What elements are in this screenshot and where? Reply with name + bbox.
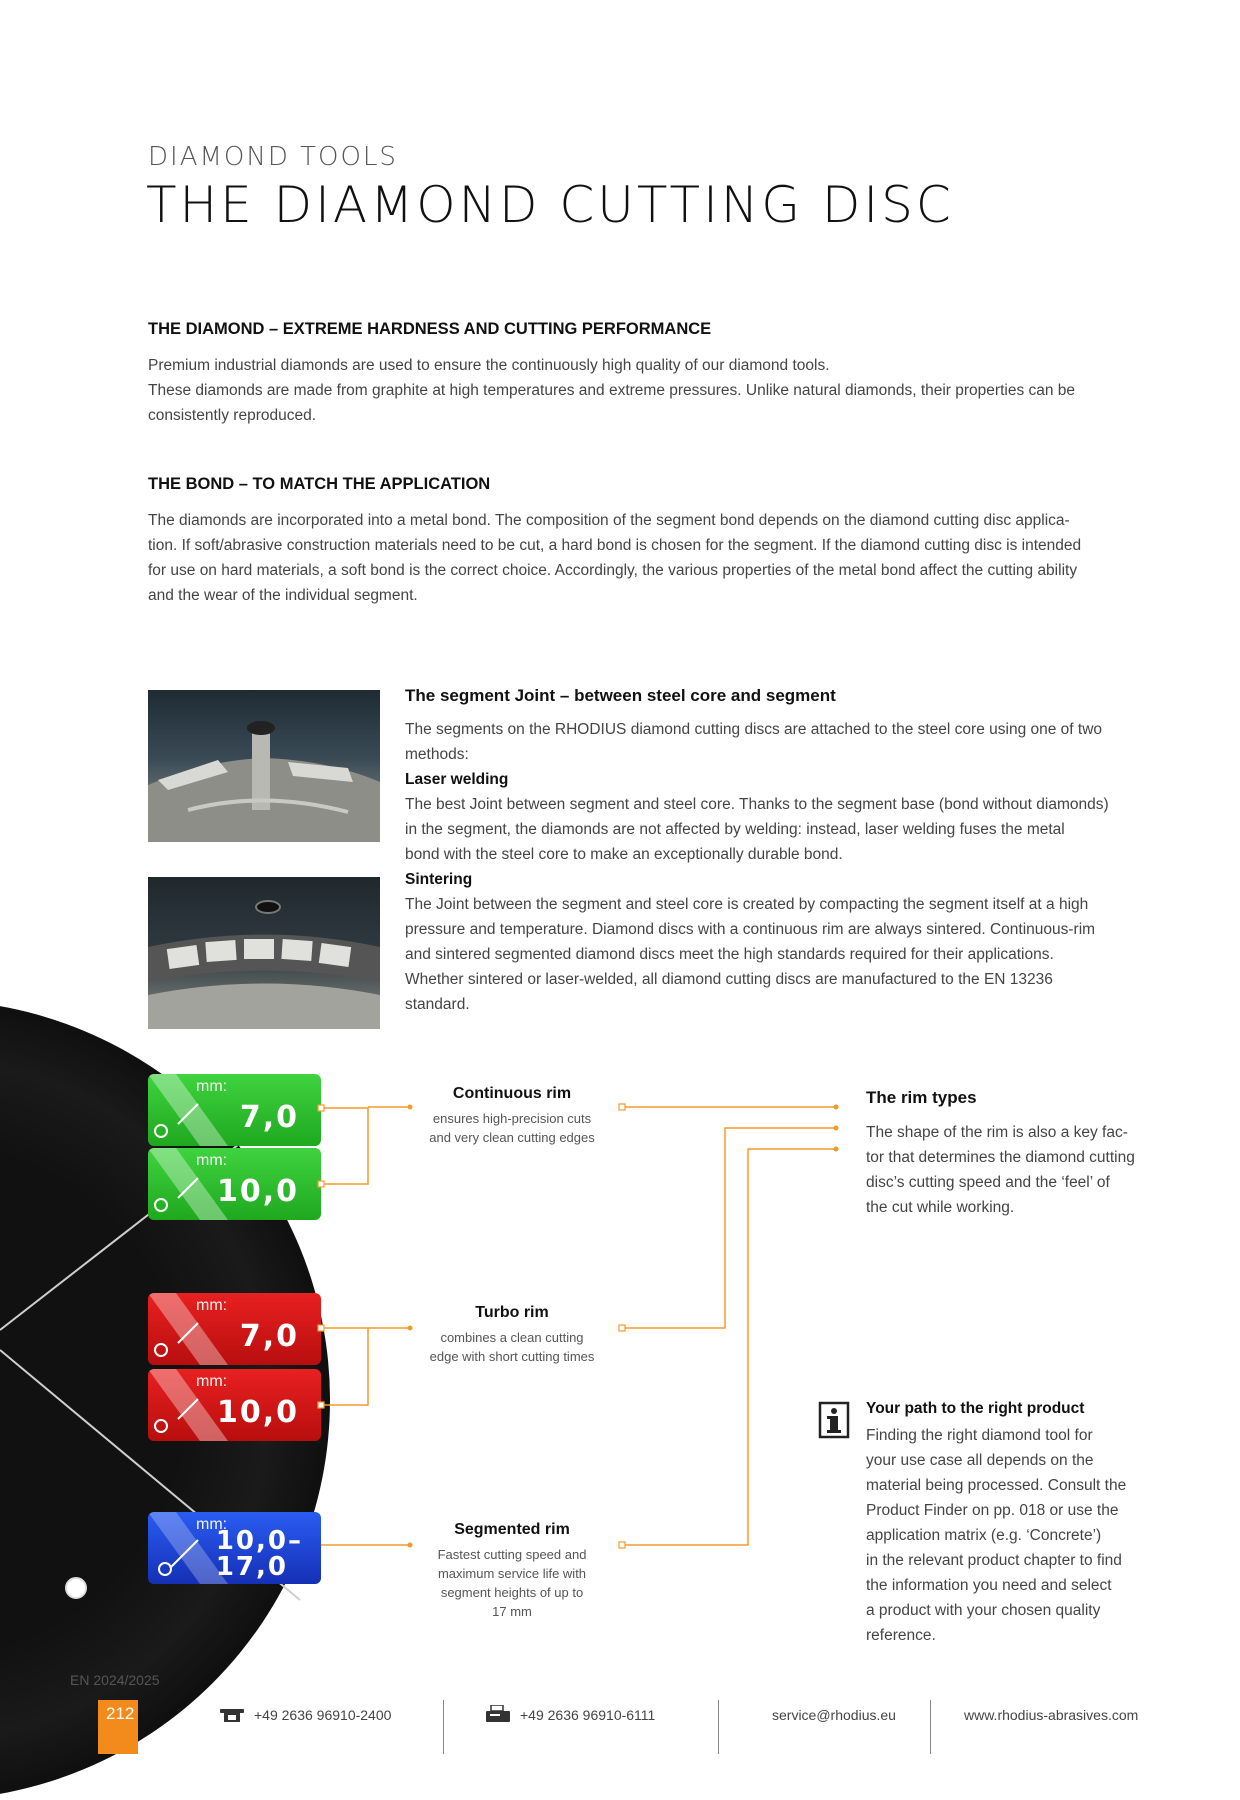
laser-welding-title: Laser welding bbox=[405, 771, 509, 788]
text-line: The segments on the RHODIUS diamond cutting discs are attached to the steel core using one of two bbox=[405, 721, 1103, 738]
rim-title: Turbo rim bbox=[475, 1304, 549, 1321]
badge-value-line: 10,0– bbox=[215, 1526, 303, 1556]
rim-title: Segmented rim bbox=[454, 1521, 570, 1538]
badge-unit: mm: bbox=[196, 1373, 228, 1390]
rim-continuous bbox=[412, 1085, 612, 1147]
text-line: in the segment, the diamonds are not affected by welding: instead, laser welding fuses the metal bbox=[405, 821, 1065, 838]
text-line: Finding the right diamond tool for bbox=[866, 1427, 1093, 1444]
text-line: in the relevant product chapter to find bbox=[866, 1552, 1122, 1569]
text-line: material being processed. Consult the bbox=[866, 1477, 1127, 1494]
rim-title: Continuous rim bbox=[452, 1085, 572, 1102]
info-heading: Your path to the right product bbox=[866, 1400, 1085, 1417]
divider bbox=[443, 1700, 444, 1754]
phone-icon bbox=[220, 1707, 244, 1728]
text-line: tor that determines the diamond cutting bbox=[866, 1149, 1135, 1166]
text-line: combines a clean cutting bbox=[440, 1330, 584, 1345]
section-kicker: DIAMOND TOOLS bbox=[148, 142, 398, 172]
text-line: and very clean cutting edges bbox=[429, 1130, 595, 1145]
bond-heading: THE BOND – TO MATCH THE APPLICATION bbox=[148, 475, 491, 493]
page-number-box bbox=[98, 1700, 138, 1754]
badge-value: 10,0 bbox=[216, 1174, 299, 1209]
text-line: Fastest cutting speed and bbox=[437, 1547, 587, 1562]
text-line: The shape of the rim is also a key fac- bbox=[866, 1124, 1128, 1141]
text-line: 17 mm bbox=[492, 1604, 532, 1619]
divider bbox=[718, 1700, 719, 1754]
divider bbox=[930, 1700, 931, 1754]
text-line: The Joint between the segment and steel core is created by compacting the segment itself at a high bbox=[405, 896, 1089, 913]
text-line: Premium industrial diamonds are used to ensure the continuously high quality of our diamond tools. bbox=[148, 357, 830, 374]
text-line: Whether sintered or laser-welded, all diamond cutting discs are manufactured to the EN 13236 bbox=[405, 971, 1053, 988]
badge-value-line: 17,0 bbox=[215, 1552, 288, 1582]
text-line: consistently reproduced. bbox=[148, 407, 317, 424]
page-number: 212 bbox=[106, 1704, 135, 1723]
rim-types-paragraph bbox=[866, 1120, 1166, 1220]
text-line: pressure and temperature. Diamond discs with a continuous rim are always sintered. Continuous-rim bbox=[405, 921, 1096, 938]
phone-number[interactable]: +49 2636 96910-2400 bbox=[254, 1707, 392, 1723]
text-line: Product Finder on pp. 018 or use the bbox=[866, 1502, 1119, 1519]
joint-heading: The segment Joint – between steel core and segment bbox=[405, 686, 836, 705]
badge-unit: mm: bbox=[196, 1516, 228, 1533]
text-line: These diamonds are made from graphite at high temperatures and extreme pressures. Unlike natural diamonds, their properties can be bbox=[148, 382, 1076, 399]
fax-icon bbox=[486, 1705, 510, 1728]
rim-types-heading: The rim types bbox=[866, 1088, 977, 1107]
info-icon bbox=[818, 1401, 850, 1439]
text-line: reference. bbox=[866, 1627, 936, 1644]
text-line: methods: bbox=[405, 746, 469, 763]
text-line: your use case all depends on the bbox=[866, 1452, 1094, 1469]
text-line: edge with short cutting times bbox=[429, 1349, 595, 1364]
text-line: The best Joint between segment and steel core. Thanks to the segment base (bond without diamonds) bbox=[405, 796, 1109, 813]
text-line: maximum service life with bbox=[437, 1566, 587, 1581]
page-title: THE DIAMOND CUTTING DISC bbox=[146, 176, 954, 234]
email-link[interactable]: service@rhodius.eu bbox=[772, 1707, 896, 1723]
diamond-heading: THE DIAMOND – EXTREME HARDNESS AND CUTTING PERFORMANCE bbox=[148, 320, 712, 338]
badge-unit: mm: bbox=[196, 1152, 228, 1169]
text-line: segment heights of up to bbox=[440, 1585, 584, 1600]
text-line: the information you need and select bbox=[866, 1577, 1112, 1594]
badge-unit: mm: bbox=[196, 1297, 228, 1314]
badge-value: 7,0 bbox=[239, 1100, 299, 1135]
website-link[interactable]: www.rhodius-abrasives.com bbox=[964, 1707, 1139, 1723]
text-line: and the wear of the individual segment. bbox=[148, 587, 418, 604]
info-paragraph bbox=[866, 1423, 1166, 1648]
rim-desc bbox=[412, 1328, 612, 1366]
sintering-title: Sintering bbox=[405, 871, 473, 888]
badge-value: 7,0 bbox=[239, 1319, 299, 1354]
text-line: the cut while working. bbox=[866, 1199, 1015, 1216]
text-line: standard. bbox=[405, 996, 470, 1013]
rim-desc bbox=[412, 1109, 612, 1147]
text-line: The diamonds are incorporated into a metal bond. The composition of the segment bond depends on the diamond cutting disc applica- bbox=[148, 512, 1070, 529]
rim-desc bbox=[412, 1545, 612, 1621]
text-line: disc’s cutting speed and the ‘feel’ of bbox=[866, 1174, 1110, 1191]
fax-number[interactable]: +49 2636 96910-6111 bbox=[520, 1707, 656, 1723]
edition-label: EN 2024/2025 bbox=[70, 1672, 160, 1688]
text-line: bond with the steel core to make an exceptionally durable bond. bbox=[405, 846, 843, 863]
rim-turbo bbox=[412, 1304, 612, 1366]
text-line: a product with your chosen quality bbox=[866, 1602, 1101, 1619]
text-line: application matrix (e.g. ‘Concrete’) bbox=[866, 1527, 1102, 1544]
text-line: ensures high-precision cuts bbox=[432, 1111, 592, 1126]
badge-unit: mm: bbox=[196, 1078, 228, 1095]
badge-value: 10,0 bbox=[216, 1395, 299, 1430]
text-line: tion. If soft/abrasive construction materials need to be cut, a hard bond is chosen for the segment. If the diamond cutting disc is intended bbox=[148, 537, 1082, 554]
text-line: for use on hard materials, a soft bond is the correct choice. Accordingly, the various properties of the metal bond affect the cutting ability bbox=[148, 562, 1078, 579]
text-line: and sintered segmented diamond discs meet the high standards required for their applications. bbox=[405, 946, 1054, 963]
rim-segmented bbox=[412, 1521, 612, 1621]
